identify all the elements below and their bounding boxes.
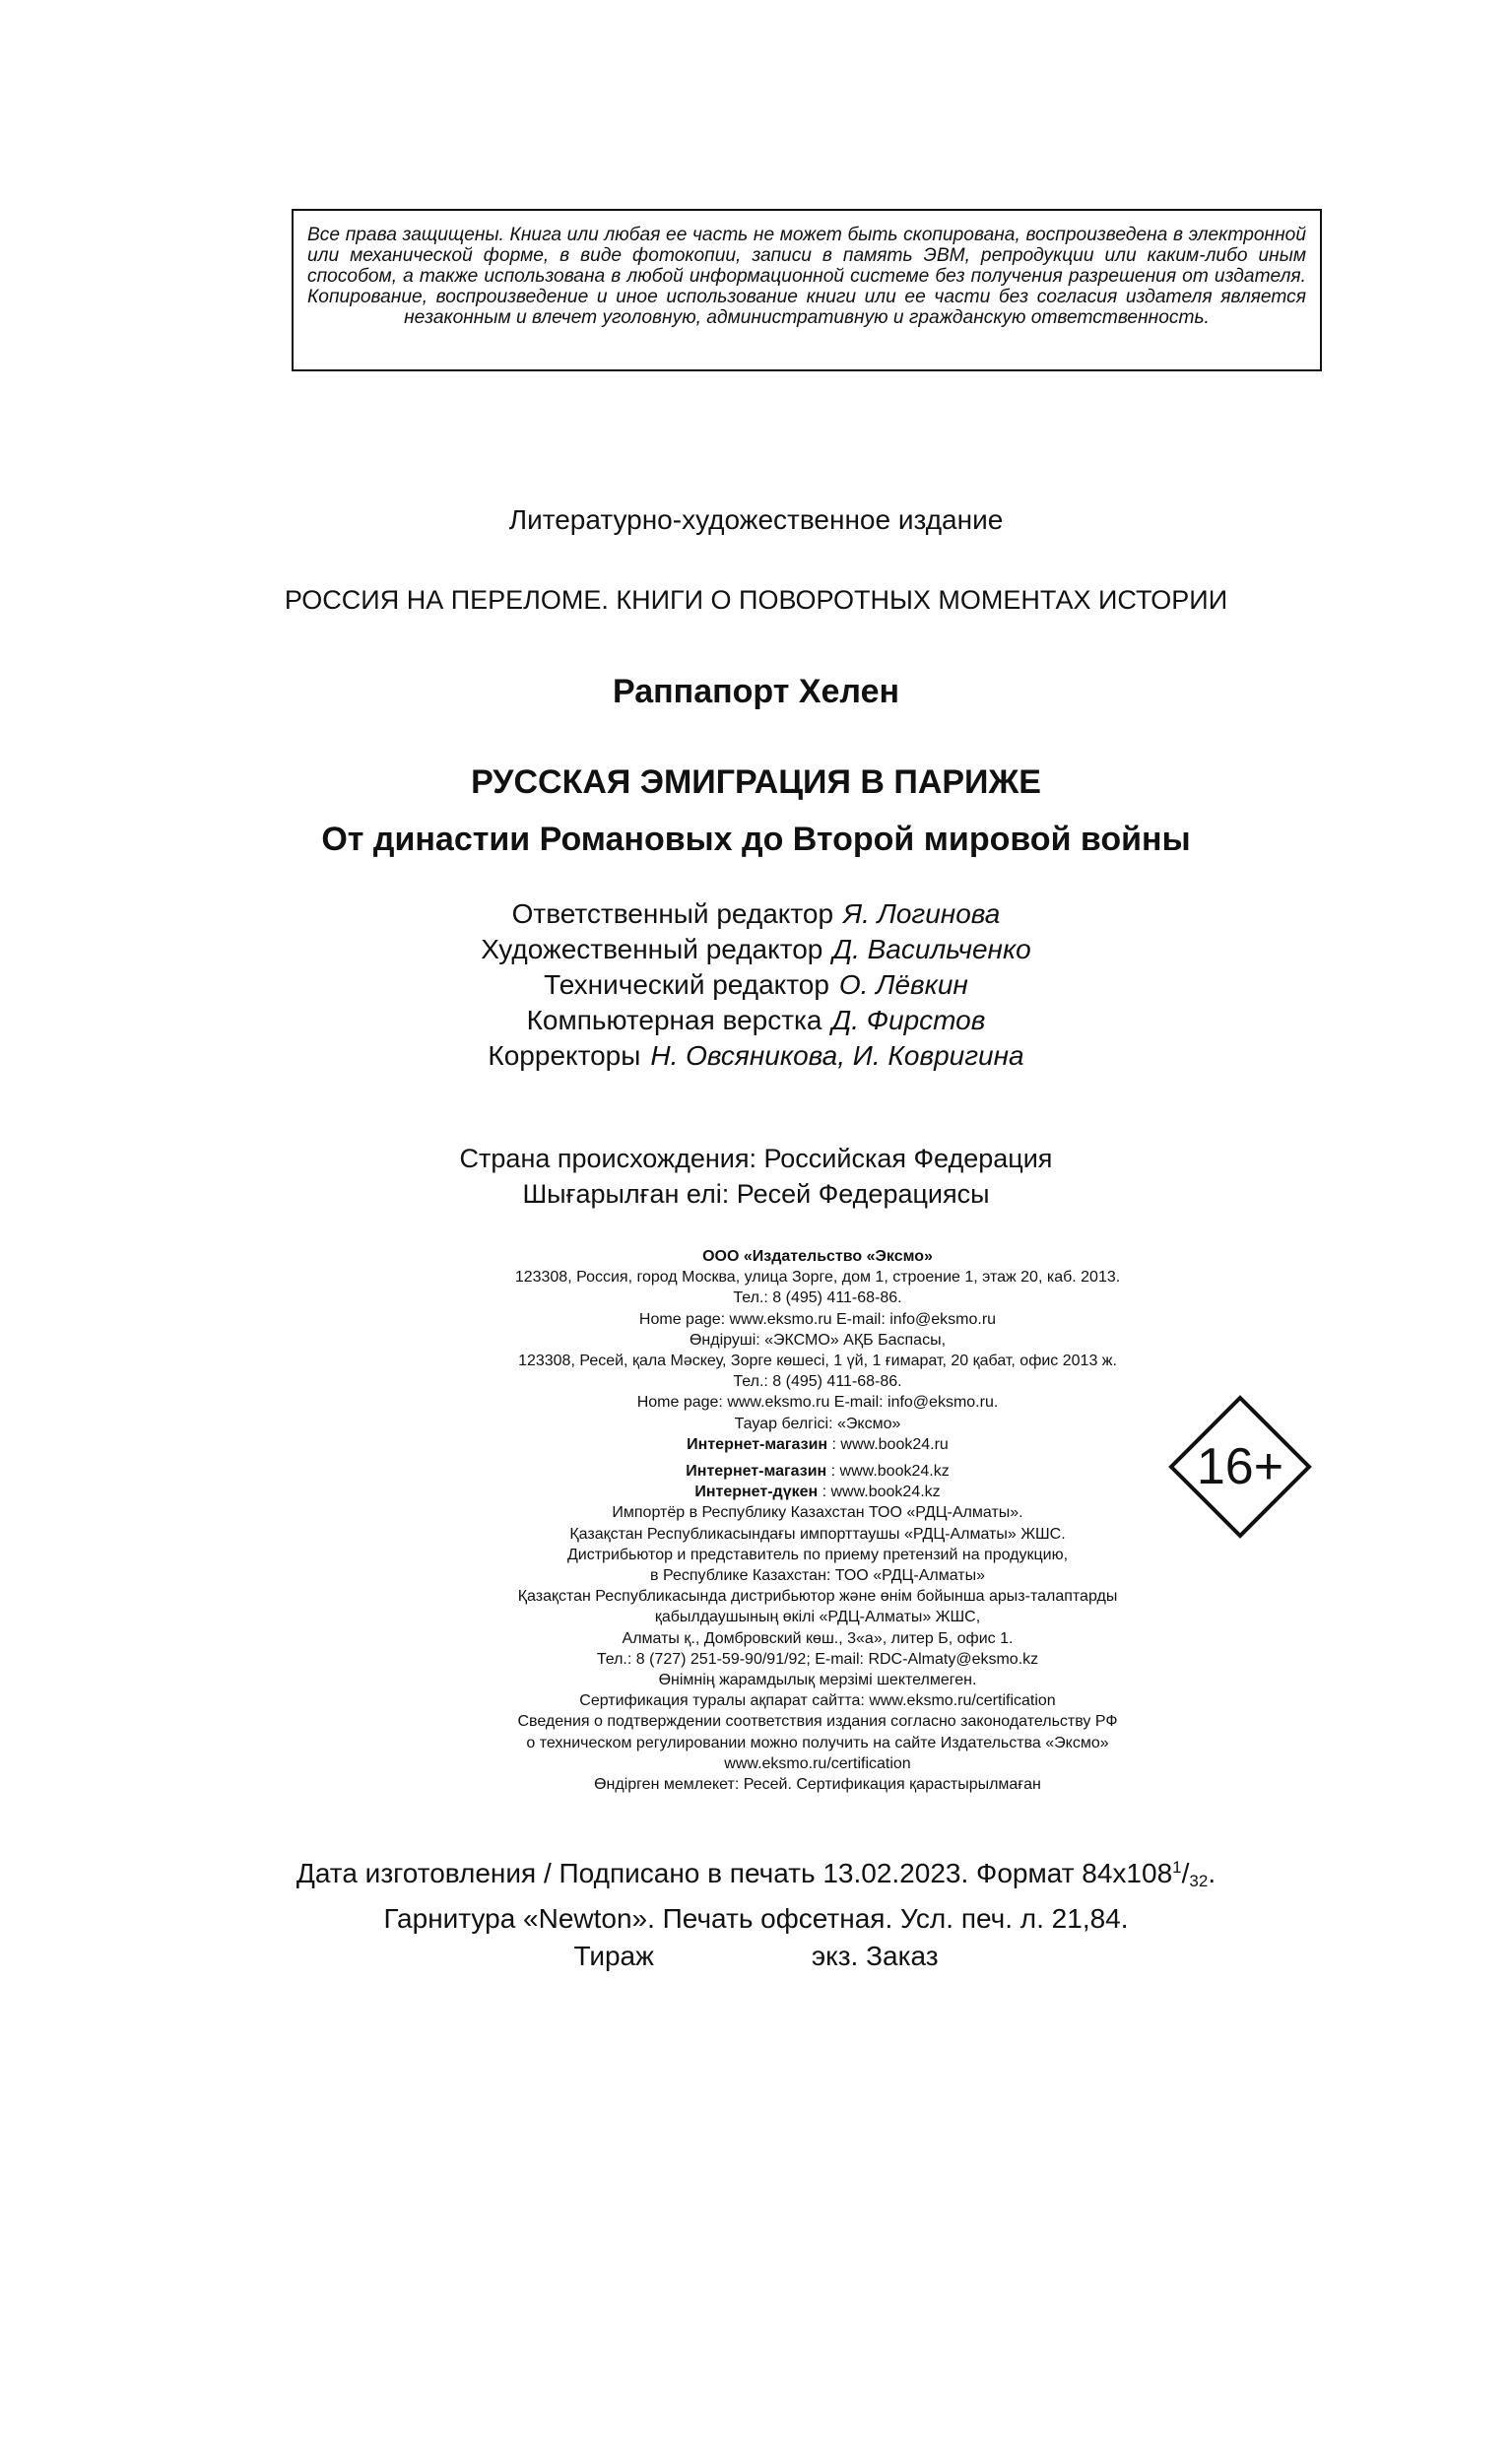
credit-role: Корректоры xyxy=(488,1040,641,1071)
print-date-format: Дата изготовления / Подписано в печать 13.02.2023. Формат 84x108 xyxy=(296,1858,1173,1888)
imprint-line: Тауар белгісі: «Эксмо» xyxy=(734,1415,901,1432)
imprint-line: Алматы қ., Домбровский көш., 3«а», литер Б, офис 1. xyxy=(622,1629,1014,1647)
format-numerator: 1 xyxy=(1172,1858,1182,1877)
imprint-line: Қазақстан Республикасындағы импорттаушы «РДЦ-Алматы» ЖШС. xyxy=(569,1525,1066,1543)
book-subtitle: От династии Романовых до Второй мировой войны xyxy=(321,821,1191,858)
imprint-line: Тел.: 8 (495) 411-68-86. xyxy=(733,1373,902,1391)
imprint-line: Қазақстан Республикасында дистрибьютор және өнім бойынша арыз-талаптарды xyxy=(517,1588,1118,1606)
credits-list xyxy=(0,896,1512,1074)
edition-genre: Литературно-художественное издание xyxy=(508,504,1004,535)
imprint-line: Home page: www.eksmo.ru E-mail: info@eksmo.ru xyxy=(638,1310,997,1328)
shop-url: : www.book24.kz xyxy=(818,1484,941,1501)
imprint-line: Сертификация туралы ақпарат сайтта: www.eksmo.ru/certification xyxy=(579,1692,1056,1710)
imprint-line: www.eksmo.ru/certification xyxy=(724,1754,911,1772)
zakaz-label: экз. Заказ xyxy=(811,1941,939,1971)
credit-name: Я. Логинова xyxy=(843,898,1001,929)
imprint-line: Импортёр в Республику Казахстан ТОО «РДЦ-Алматы». xyxy=(612,1504,1023,1522)
shop-label: Интернет-магазин xyxy=(686,1463,827,1481)
credit-line xyxy=(0,967,1512,1003)
imprint-line: о техническом регулировании можно получить на сайте Издательства «Эксмо» xyxy=(526,1734,1109,1751)
imprint-line: Тел.: 8 (495) 411-68-86. xyxy=(733,1289,902,1307)
credit-role: Компьютерная верстка xyxy=(526,1005,822,1035)
book-title: РУССКАЯ ЭМИГРАЦИЯ В ПАРИЖЕ xyxy=(471,763,1041,801)
publisher-imprint xyxy=(394,1246,1241,1795)
credit-role: Технический редактор xyxy=(544,969,829,1000)
imprint-line: Өндіруші: «ЭКСМО» АҚБ Баспасы, xyxy=(689,1331,947,1349)
print-info xyxy=(0,1849,1512,1975)
imprint-line: қабылдаушының өкілі «РДЦ-Алматы» ЖШС, xyxy=(654,1609,981,1626)
format-end: . xyxy=(1208,1858,1216,1888)
credit-name: О. Лёвкин xyxy=(838,969,968,1000)
imprint-line xyxy=(394,1482,1241,1502)
age-rating-label: 16+ xyxy=(1196,1438,1284,1495)
shop-url: : www.book24.ru xyxy=(827,1435,949,1453)
print-info-line-3 xyxy=(0,1938,1512,1975)
print-info-line-1 xyxy=(0,1849,1512,1900)
age-rating-badge xyxy=(1168,1395,1312,1539)
shop-label: Интернет-магазин xyxy=(687,1435,828,1453)
imprint-line: Тел.: 8 (727) 251-59-90/91/92; E-mail: RDC-Almaty@eksmo.kz xyxy=(596,1650,1039,1668)
imprint-line: Өндірген мемлекет: Ресей. Сертификация қарастырылмаған xyxy=(594,1776,1041,1794)
print-info-line-2: Гарнитура «Newton». Печать офсетная. Усл. печ. л. 21,84. xyxy=(383,1903,1129,1934)
credit-name: Н. Овсяникова, И. Ковригина xyxy=(650,1040,1024,1071)
credit-line xyxy=(0,932,1512,967)
imprint-line: Сведения о подтверждении соответствия издания согласно законодательству РФ xyxy=(517,1713,1118,1731)
format-denominator: 32 xyxy=(1189,1872,1209,1890)
imprint-line: 123308, Ресей, қала Мәскеу, Зорге көшесі, 1 үй, 1 ғимарат, 20 қабат, офис 2013 ж. xyxy=(518,1353,1117,1370)
imprint-line: в Республике Казахстан: ТОО «РДЦ-Алматы» xyxy=(650,1567,985,1585)
credit-name: Д. Васильченко xyxy=(832,934,1031,964)
country-of-origin xyxy=(0,1141,1512,1212)
imprint-line: Дистрибьютор и представитель по приему претензий на продукцию, xyxy=(566,1546,1069,1563)
series-title: РОССИЯ НА ПЕРЕЛОМЕ. КНИГИ О ПОВОРОТНЫХ МОМЕНТАХ ИСТОРИИ xyxy=(284,585,1228,615)
country-ru: Страна происхождения: Российская Федерация xyxy=(459,1144,1053,1173)
imprint-line xyxy=(394,1461,1241,1482)
credit-line xyxy=(0,1003,1512,1038)
rights-notice-box xyxy=(292,209,1322,371)
imprint-line: 123308, Россия, город Москва, улица Зорге, дом 1, строение 1, этаж 20, каб. 2013. xyxy=(514,1269,1121,1287)
imprint-line: Home page: www.eksmo.ru E-mail: info@eksmo.ru. xyxy=(636,1394,999,1412)
imprint-line xyxy=(394,1434,1241,1455)
shop-url: : www.book24.kz xyxy=(826,1463,950,1481)
credit-role: Художественный редактор xyxy=(481,934,823,964)
format-separator: / xyxy=(1181,1858,1190,1888)
credit-name: Д. Фирстов xyxy=(831,1005,986,1035)
country-kz: Шығарылған елі: Ресей Федерациясы xyxy=(522,1179,990,1209)
imprint-line: Өнімнің жарамдылық мерзімі шектелмеген. xyxy=(658,1672,977,1689)
credit-line xyxy=(0,896,1512,932)
format-fraction xyxy=(1172,1858,1209,1890)
tirazh-label: Тираж xyxy=(573,1941,654,1971)
credit-role: Ответственный редактор xyxy=(511,898,834,929)
publisher-name: ООО «Издательство «Эксмо» xyxy=(702,1248,933,1265)
shop-label: Интернет-дүкен xyxy=(694,1484,819,1501)
rights-notice: Все права защищены. Книга или любая ее часть не может быть скопирована, воспроизведена в электронной или механической форме, в виде фотокопии, записи в память ЭВМ, репродукции или каким-либо иным способом, а также использована в любой информационной системе без получения разрешения от издателя. Копирование, воспроизведение и иное использование книги или ее части без согласия издателя является незаконным и влечет уголовную, административную и гражданскую ответственность. xyxy=(307,225,1306,328)
credit-line xyxy=(0,1038,1512,1074)
author-name: Раппапорт Хелен xyxy=(612,673,900,710)
